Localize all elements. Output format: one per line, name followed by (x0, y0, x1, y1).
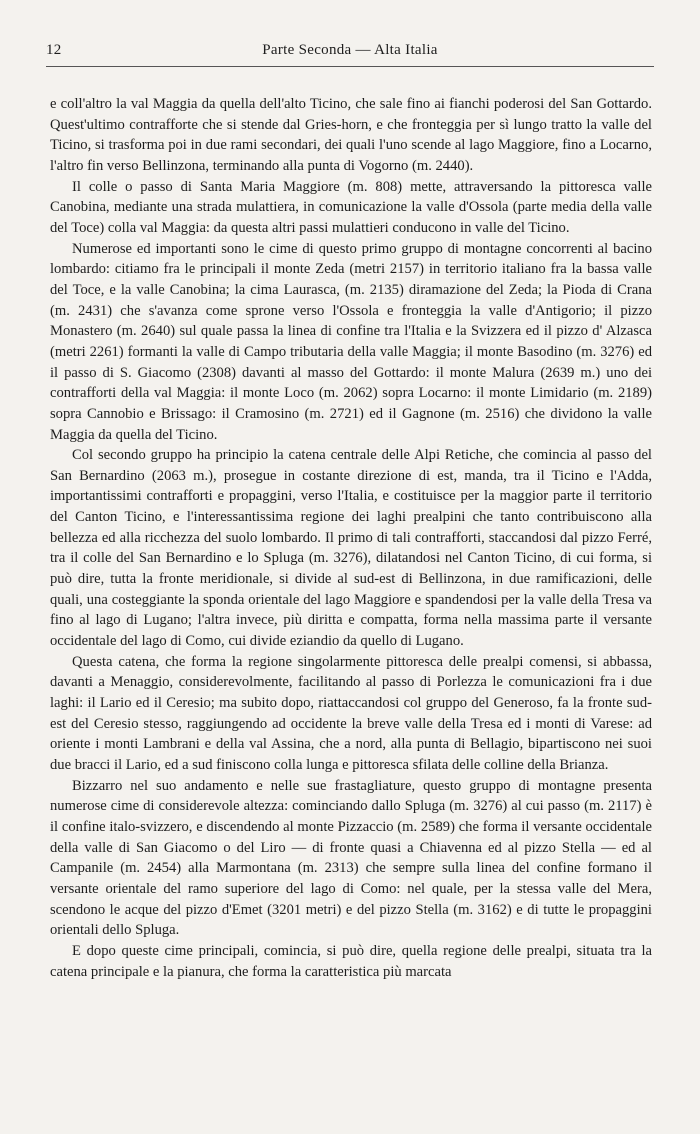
page-number: 12 (46, 42, 62, 58)
paragraph-regione-prealpi: E dopo queste cime principali, comincia, si può dire, quella regione delle prealpi, situata tra la catena principale e la pianura, che forma la caratteristica più marcata (50, 942, 652, 980)
running-title: Parte Seconda — Alta Italia (262, 42, 438, 58)
paragraph-passo-santa-maria: Il colle o passo di Santa Maria Maggiore (m. 808) mette, attraversando la pittoresca valle Canobina, mediante una strada mulattiera, in comunicazione la valle d'Ossola (parte media della valle del Toce) colla val Maggia: da questa altri passi mulattieri conducono in valle del Ticino. (50, 178, 652, 236)
body-text (50, 94, 652, 982)
paragraph-secondo-gruppo: Col secondo gruppo ha principio la catena centrale delle Alpi Retiche, che comincia al passo del San Bernardino (2063 m.), prosegue in costante direzione di est, manda, tra il Ticino e l'Adda, importantissimi contrafforti e propaggini, verso l'Italia, e costituisce per la maggior parte il territorio del Canton Ticino, e l'interessantissima regione dei laghi prealpini che tanto contribuiscono alla bellezza ed alla ricchezza del suolo lombardo. Il primo di tali contrafforti, staccandosi dal pizzo Ferré, tra il colle del San Bernardino e lo Spluga (m. 3276), dilatandosi nel Canton Ticino, di cui forma, si può dire, tutta la fronte meridionale, si divide al sud-est di Bellinzona, in due ramificazioni, delle quali, una costeggiante la sponda orientale del lago Maggiore e spandendosi per la valle della Tresa va fino al lago di Lugano; l'altra invece, più diritta e compatta, forma nella massima parte il versante occidentale del lago di Como, cui divide eziandio da quello di Lugano. (50, 447, 652, 650)
paragraph-continued: e coll'altro la val Maggia da quella dell'alto Ticino, che sale fino ai fianchi poderosi del San Gottardo. Quest'ultimo contrafforte che si stende dal Gries-horn, e che fronteggia per sì lungo tratto la valle del Ticino, si trasforma poi in due rami secondari, dei quali l'uno scende al lago Maggiore, fino a Locarno, l'altro fin verso Bellinzona, terminando alla punta di Vogorno (m. 2440). (50, 96, 652, 174)
paragraph-catena-prealpi-comensi: Questa catena, che forma la regione singolarmente pittoresca delle prealpi comensi, si abbassa, davanti a Menaggio, considerevolmente, facilitando al passo di Porlezza le comunicazioni fra i due laghi: il Lario ed il Ceresio; ma subito dopo, riattaccandosi col gruppo del Generoso, fa la fronte sud-est del Ceresio stesso, raggiungendo ad occidente la breve valle della Tresa ed i monti di Varese: ad oriente i monti Lambrani e della val Assina, che a nord, alla punta di Bellagio, bipartiscono nei suoi due bracci il Lario, ed a sud finiscono colla lunga e pittoresca sfilata delle colline della Brianza. (50, 653, 652, 773)
paragraph-bizzarro: Bizzarro nel suo andamento e nelle sue frastagliature, questo gruppo di montagne presenta numerose cime di considerevole altezza: cominciando dallo Spluga (m. 3276) al cui passo (m. 2117) è il confine italo-svizzero, e discendendo al monte Pizzaccio (m. 2589) che forma il versante occidentale della valle di San Giacomo o del Liro — di fronte quasi a Chiavenna ed al pizzo Stella — ed al Campanile (m. 2454) alla Marmontana (m. 2313) che sempre sulla linea del confine formano il versante orientale del ramo superiore del lago di Como: nel quale, per la stessa valle del Mera, scendono le acque del pizzo d'Emet (3201 metri) e del pizzo Stella (m. 3162) e di tutte le propaggini orientali dello Spluga. (50, 777, 652, 939)
header-rule (46, 66, 654, 67)
paragraph-cime-primo-gruppo: Numerose ed importanti sono le cime di questo primo gruppo di montagne concorrenti al bacino lombardo: citiamo fra le principali il monte Zeda (metri 2157) in territorio italiano fra la bassa valle del Toce, e la valle Canobina; la cima Laurasca, (m. 2135) diramazione del Zeda; la Pioda di Crana (m. 2431) che s'avanza come sprone verso l'Ossola e fronteggia la valle d'Antigorio; il pizzo Monastero (m. 2640) sul quale passa la linea di confine tra l'Italia e la Svizzera ed il pizzo d' Alzasca (metri 2261) formanti la valle di Campo tributaria della valle Maggia; il monte Basodino (m. 3276) ed il passo di S. Giacomo (2308) davanti al masso del Gottardo: il monte Malura (2639 m.) uno dei contrafforti della val Maggia: il monte Loco (m. 2062) sopra Locarno: il monte Limidario (m. 2189) sopra Cannobio e Brissago: il Cramosino (m. 2721) ed il Gagnone (m. 2516) che dividono la valle Maggia da quella del Ticino. (50, 240, 652, 443)
running-head (46, 42, 654, 62)
